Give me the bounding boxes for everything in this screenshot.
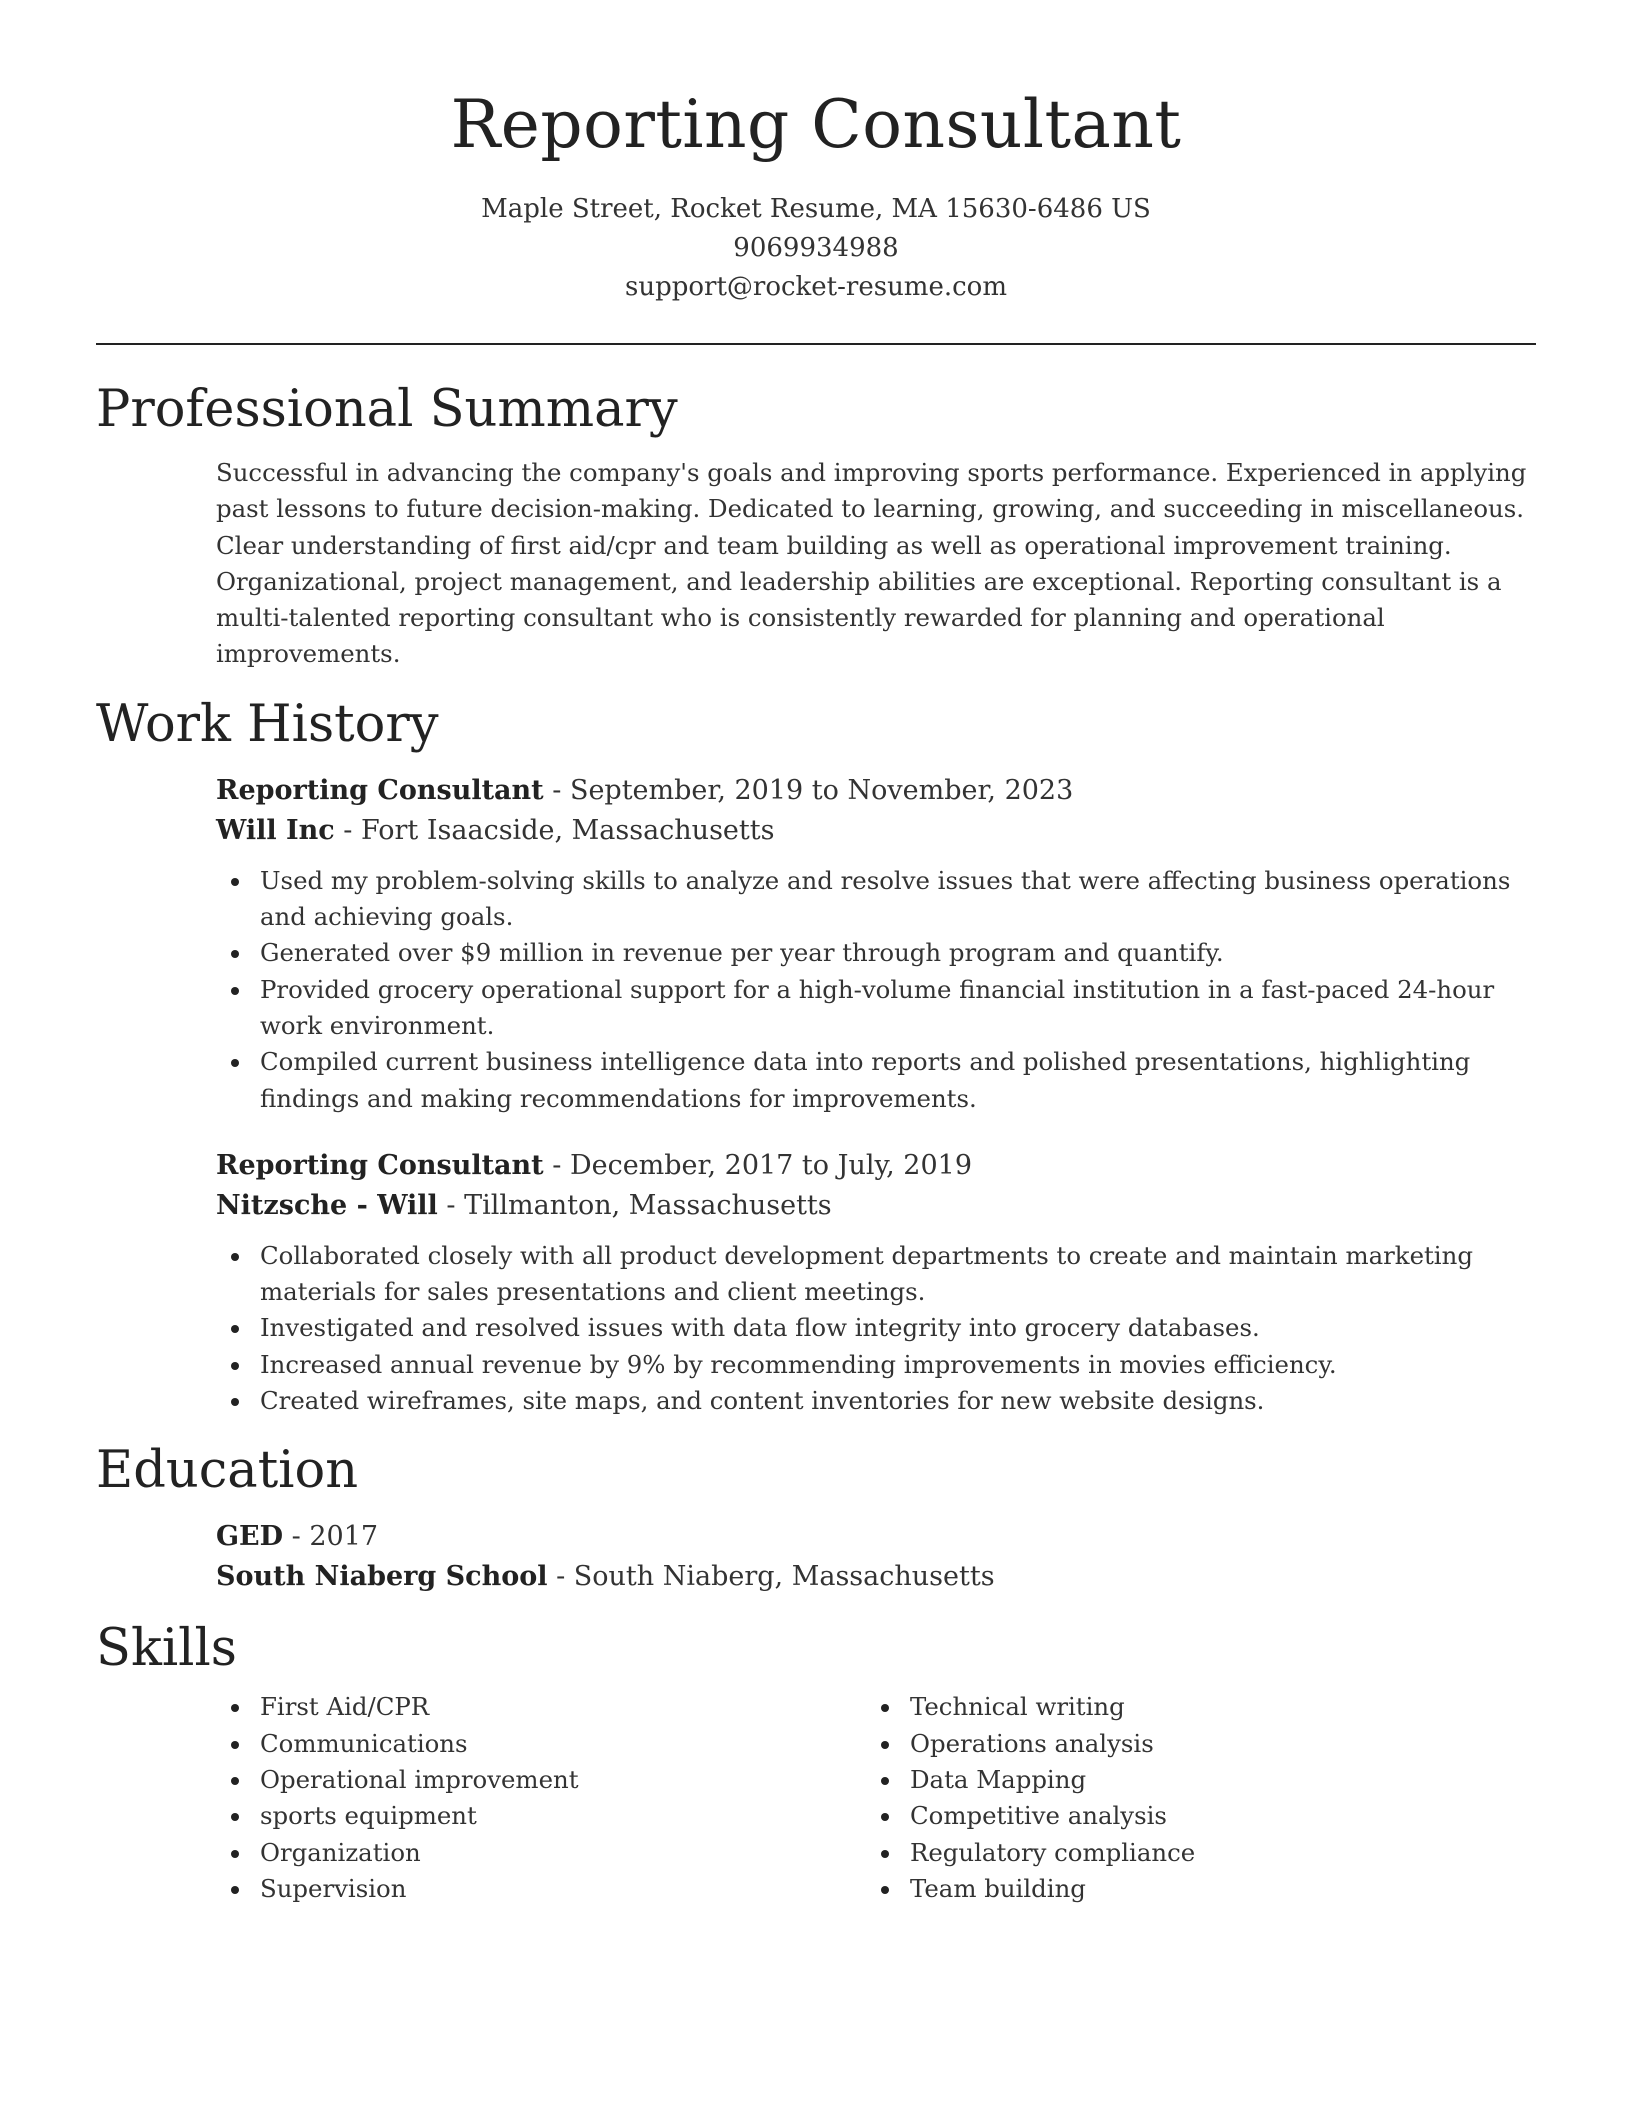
list-item: Regulatory compliance <box>866 1835 1516 1871</box>
job-role: Reporting Consultant <box>216 1149 544 1181</box>
degree-name: GED <box>216 1521 284 1553</box>
education-section <box>96 1439 1536 1597</box>
job-entry <box>216 1146 1536 1419</box>
degree-year: - 2017 <box>283 1521 379 1553</box>
degree-line <box>216 1517 1536 1557</box>
candidate-name: Reporting Consultant <box>450 86 1182 163</box>
list-item: Team building <box>866 1871 1516 1907</box>
job-dates: - September, 2019 to November, 2023 <box>543 774 1074 806</box>
address-text: Maple Street, Rocket Resume, MA 15630-6486 US <box>481 194 1151 224</box>
list-item: Operational improvement <box>216 1762 866 1798</box>
job-title-line <box>216 1146 1536 1186</box>
list-item: Created wireframes, site maps, and content inventories for new website designs. <box>216 1383 1536 1419</box>
contact-info <box>96 190 1536 307</box>
job-duties-list <box>216 863 1536 1117</box>
list-item: Provided grocery operational support for a high-volume financial institution in a fast-paced 24-hour work environment. <box>216 972 1536 1045</box>
list-item: Used my problem-solving skills to analyze and resolve issues that were affecting business operations and achieving goals. <box>216 863 1536 936</box>
phone-text: 9069934988 <box>733 233 899 263</box>
skills-grid <box>216 1689 1536 1907</box>
list-item: Technical writing <box>866 1689 1516 1725</box>
header-divider <box>96 343 1536 345</box>
list-item: Collaborated closely with all product development departments to create and maintain marketing materials for sales presentations and client meetings. <box>216 1238 1536 1311</box>
school-name: South Niaberg School <box>216 1561 548 1593</box>
list-item: Organization <box>216 1835 866 1871</box>
company-line <box>216 811 1536 851</box>
list-item: First Aid/CPR <box>216 1689 866 1725</box>
summary-heading: Professional Summary <box>96 380 678 439</box>
job-dates: - December, 2017 to July, 2019 <box>543 1149 973 1181</box>
work-history-heading: Work History <box>96 694 439 754</box>
list-item: Communications <box>216 1726 866 1762</box>
resume-header <box>96 0 1536 307</box>
company-location: - Fort Isaacside, Massachusetts <box>334 814 775 846</box>
company-location: - Tillmanton, Massachusetts <box>437 1189 832 1221</box>
job-title-line <box>216 771 1536 811</box>
skills-heading: Skills <box>96 1619 237 1679</box>
skills-section <box>96 1617 1536 1907</box>
list-item: Investigated and resolved issues with data flow integrity into grocery databases. <box>216 1310 1536 1346</box>
email-text: support@rocket-resume.com <box>624 272 1007 302</box>
list-item: Competitive analysis <box>866 1798 1516 1834</box>
job-entry <box>216 771 1536 1117</box>
job-role: Reporting Consultant <box>216 774 544 806</box>
skills-list-left <box>216 1689 866 1907</box>
list-item: sports equipment <box>216 1798 866 1834</box>
summary-section <box>96 378 1536 673</box>
list-item: Supervision <box>216 1871 866 1907</box>
list-item: Compiled current business intelligence data into reports and polished presentations, highlighting findings and making recommendations for improvements. <box>216 1044 1536 1117</box>
skills-list-right <box>866 1689 1516 1907</box>
job-duties-list <box>216 1238 1536 1419</box>
education-heading: Education <box>96 1441 359 1501</box>
company-line <box>216 1186 1536 1226</box>
list-item: Operations analysis <box>866 1726 1516 1762</box>
school-line <box>216 1557 1536 1597</box>
work-history-section <box>96 693 1536 1420</box>
company-name: Will Inc <box>216 814 335 846</box>
list-item: Increased annual revenue by 9% by recommending improvements in movies efficiency. <box>216 1347 1536 1383</box>
list-item: Data Mapping <box>866 1762 1516 1798</box>
education-entry <box>216 1517 1536 1597</box>
list-item: Generated over $9 million in revenue per year through program and quantify. <box>216 935 1536 971</box>
resume-page <box>96 0 1536 1907</box>
company-name: Nitzsche - Will <box>216 1189 438 1221</box>
summary-paragraph: Successful in advancing the company's goals and improving sports performance. Experienced in applying past lessons to future decision-making. Dedicated to learning, growing, and succeeding in miscellaneous. Clear understanding of first aid/cpr and team building as well as operational improvement training. Organizational, project management, and leadership abilities are exceptional. Reporting consultant is a multi-talented reporting consultant who is consistently rewarded for planning and operational improvements. <box>216 458 1527 669</box>
school-location: - South Niaberg, Massachusetts <box>547 1561 995 1593</box>
